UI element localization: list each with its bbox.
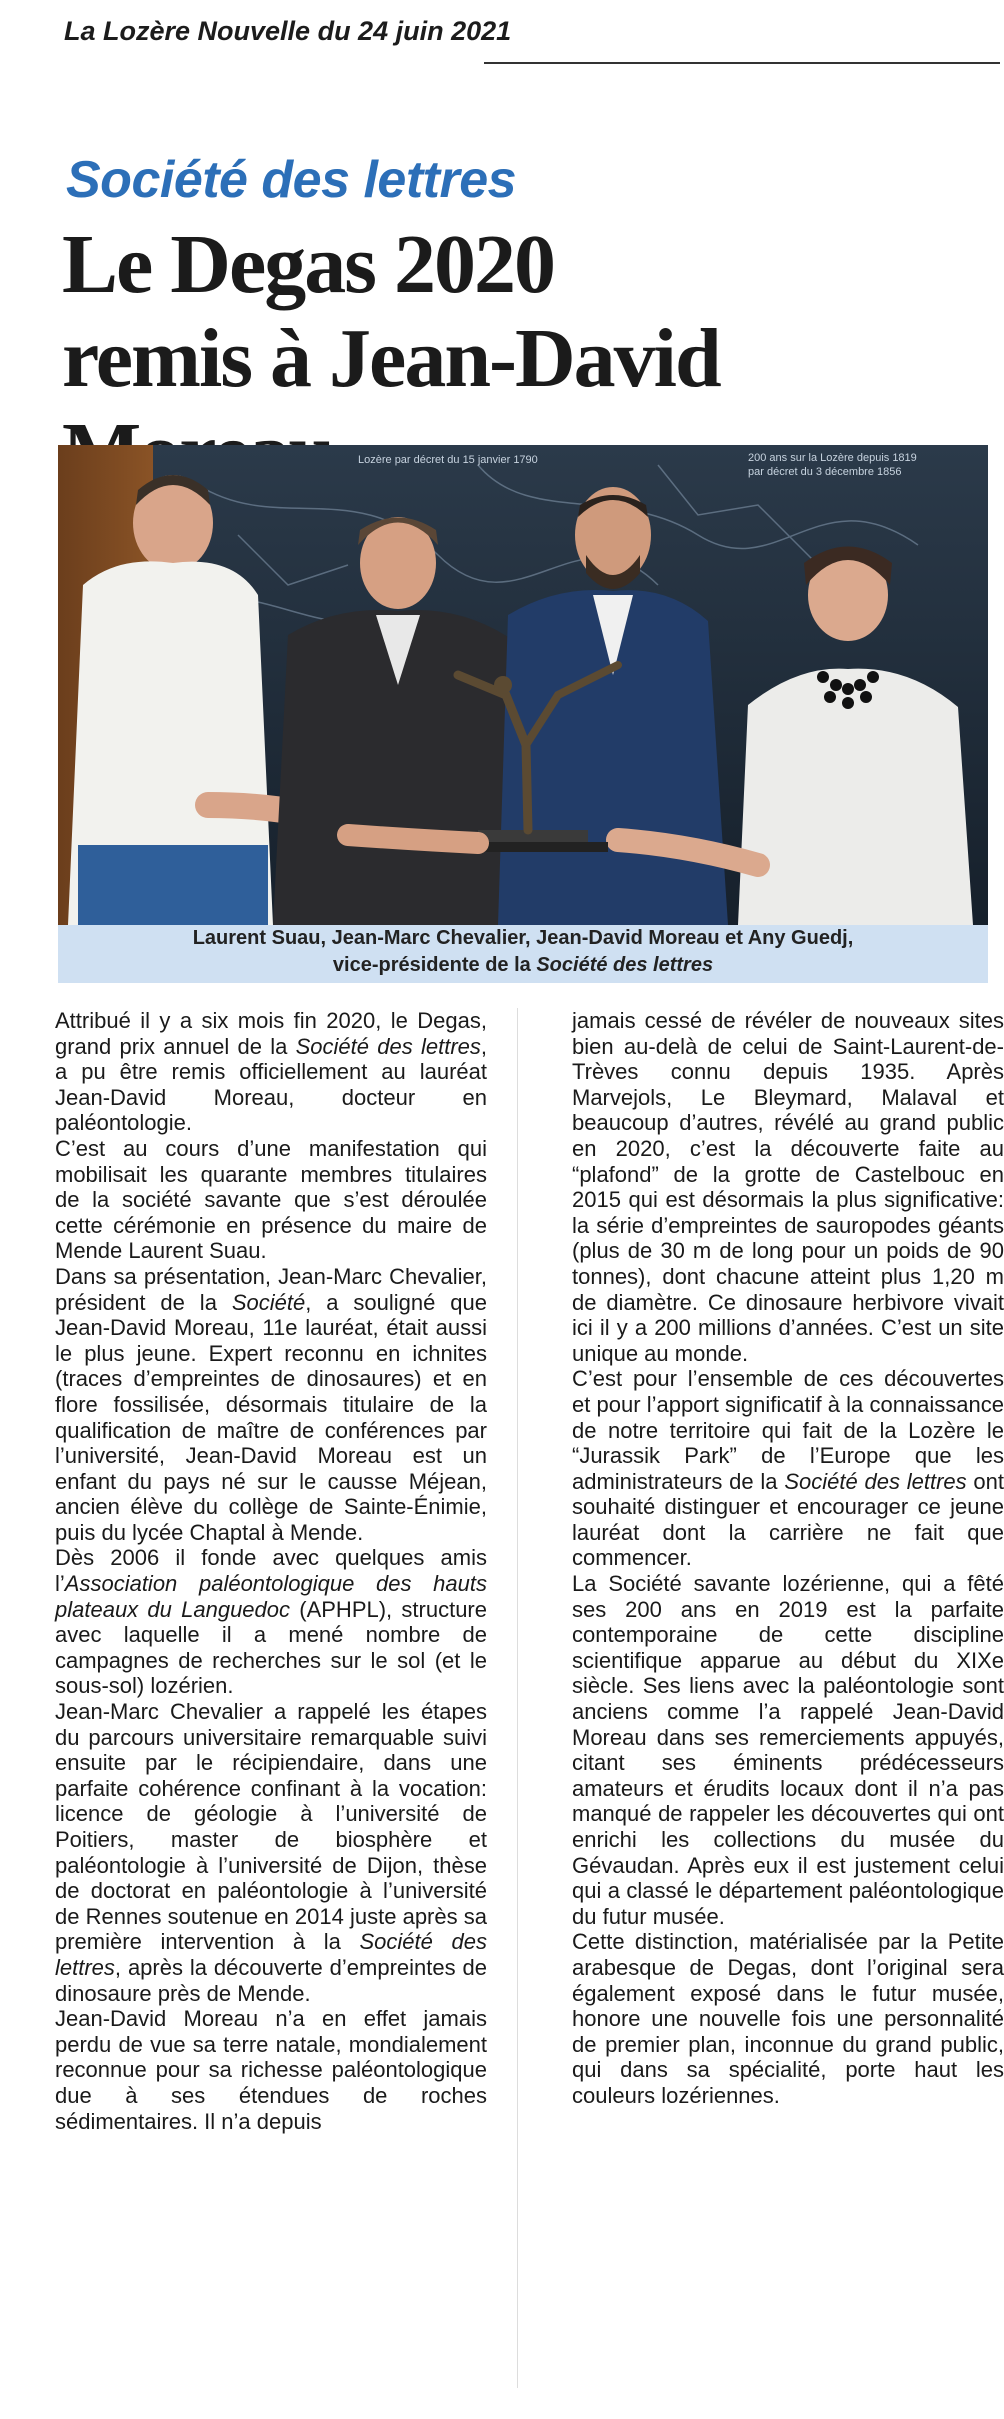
italic-run: Société des lettres	[295, 1033, 481, 1059]
italic-run: Société des lettres	[55, 1929, 487, 1980]
article-paragraph	[55, 1264, 487, 1546]
article-paragraph	[572, 1366, 1004, 1571]
text-run: C’est pour l’ensemble de ces découvertes et pour l’apport significatif à la connaissance de notre territoire qui fait de la Lozère le “Jurassik Park” de l’Europe que les administrateurs de la	[572, 1366, 1004, 1494]
text-run: , a pu être remis officiellement au lauréat Jean-David Moreau, docteur en paléontologie.	[55, 1033, 488, 1136]
masthead-text: La Lozère Nouvelle du 24 juin 2021	[64, 16, 512, 46]
masthead	[64, 16, 1000, 64]
hands	[348, 835, 478, 843]
text-run: , a souligné que Jean-David Moreau, 11e lauréat, était aussi le plus jeune. Expert reconnu en ichnites (traces d’empreintes de dinosaures) et en flore fossilisée, désormais titulaire de la qualification de maître de conférences par l’université, Jean-David Moreau est un enfant du pays né sur le causse Méjean, ancien élève du collège de Sainte-Énimie, puis du lycée Chaptal à Mende.	[55, 1289, 488, 1545]
text-run: Dans sa présentation, Jean-Marc Chevalier, président de la	[55, 1263, 487, 1315]
article-paragraph: C’est au cours d’une manifestation qui mobilisait les quarante membres titulaires de la société savante que s’est déroulée cette cérémonie en présence du maire de Mende Laurent Suau.	[55, 1135, 487, 1264]
italic-run: Société	[231, 1289, 306, 1315]
section-kicker: Société des lettres	[66, 151, 517, 209]
caption-line-2-prefix: vice-présidente de la	[332, 954, 537, 976]
text-run: Attribué il y a six mois fin 2020, le Degas, grand prix annuel de la	[55, 1008, 487, 1059]
caption-line-1: Laurent Suau, Jean-Marc Chevalier, Jean-David Moreau et Any Guedj,	[192, 927, 854, 949]
article-column-left	[55, 1008, 487, 2134]
article-paragraph-continuation: jamais cessé de révéler de nouveaux sites bien au-delà de celui de Saint-Laurent-de-Trèves connu depuis 1935. Après Marvejols, Le Bleymard, Malaval et beaucoup d’autres, révélé au grand public en 2020, c’est la découverte faite au “plafond” de la grotte de Castelbouc en 2015 qui est désormais la plus significative: la série d’empreintes de sauropodes géants (plus de 30 m de long pour un poids de 90 tonnes), dont chacune atteint plus 1,20 m de diamètre. Ce dinosaure herbivore vivait ici il y a 200 millions d’années. C’est un site unique au monde.	[572, 1008, 1004, 1366]
photo-illustration	[58, 445, 988, 925]
article-paragraph: La Société savante lozérienne, qui a fêté ses 200 ans en 2019 est la parfaite contemporaine de cette discipline scientifique apparue au début du XIXe siècle. Ses liens avec la paléontologie sont anciens comme l’a rappelé Jean-David Moreau dans ses remerciements appuyés, citant ses éminents prédécesseurs amateurs et érudits locaux dont il n’a pas manqué de rappeler les découvertes qui ont enrichi les collections du musée du Gévaudan. Après eux il est justement celui qui a classé le département paléontologique du futur musée.	[572, 1571, 1004, 1929]
wall-text-1: Lozère par décret du 15 janvier 1790	[358, 454, 538, 466]
article-paragraph	[55, 1008, 487, 1136]
article-paragraph	[55, 1545, 487, 1699]
headline-line-2: remis à Jean-David	[62, 312, 720, 405]
wall-text-3: par décret du 3 décembre 1856	[748, 466, 902, 478]
italic-run: Société des lettres	[784, 1468, 967, 1494]
text-run: Jean-Marc Chevalier a rappelé les étapes du parcours universitaire remarquable suivi ensuite par le récipiendaire, dans une parfaite cohérence confinant à la vocation: licence de géologie à l’université de Poitiers, master de biosphère et paléontologie à l’université de Dijon, thèse de doctorat en paléontologie à l’université de Rennes soutenue en 2014 juste après sa première intervention à la	[55, 1699, 487, 1955]
ceremony-photo	[58, 445, 988, 925]
wall-text-2: 200 ans sur la Lozère depuis 1819	[748, 452, 917, 464]
text-run: , après la découverte d’empreintes de dinosaure près de Mende.	[55, 1954, 487, 2006]
article-paragraph	[55, 1699, 487, 2006]
caption-line-2	[58, 952, 988, 979]
article-column-right	[572, 1008, 1004, 2109]
masthead-rule	[484, 62, 1000, 64]
text-run: Dès 2006 il fonde avec quelques amis l’	[55, 1545, 487, 1597]
article-paragraph-continued: Jean-David Moreau n’a en effet jamais perdu de vue sa terre natale, mondialement reconnue pour sa richesse paléontologique due à ses étendues de roches sédimentaires. Il n’a depuis	[55, 2006, 487, 2134]
column-divider	[517, 1008, 518, 2388]
caption-line-2-italic: Société des lettres	[536, 954, 714, 976]
italic-run: Association paléontologique des hauts plateaux du Languedoc	[55, 1571, 487, 1622]
text-run: ont souhaité distinguer et encourager ce jeune lauréat dont la carrière ne fait que commencer.	[572, 1468, 1004, 1571]
text-run: (APHPL), structure avec laquelle il a mené nombre de campagnes de recherches sur le sol (et le sous-sol) lozérien.	[55, 1596, 487, 1699]
article-paragraph: Cette distinction, matérialisée par la Petite arabesque de Degas, dont l’original sera également exposé dans le futur musée, honore une nouvelle fois une personnalité de premier plan, inconnue du grand public, qui dans sa spécialité, porte haut les couleurs lozériennes.	[572, 1929, 1004, 2108]
photo-caption	[58, 925, 988, 983]
headline-line-1: Le Degas 2020	[62, 218, 554, 311]
